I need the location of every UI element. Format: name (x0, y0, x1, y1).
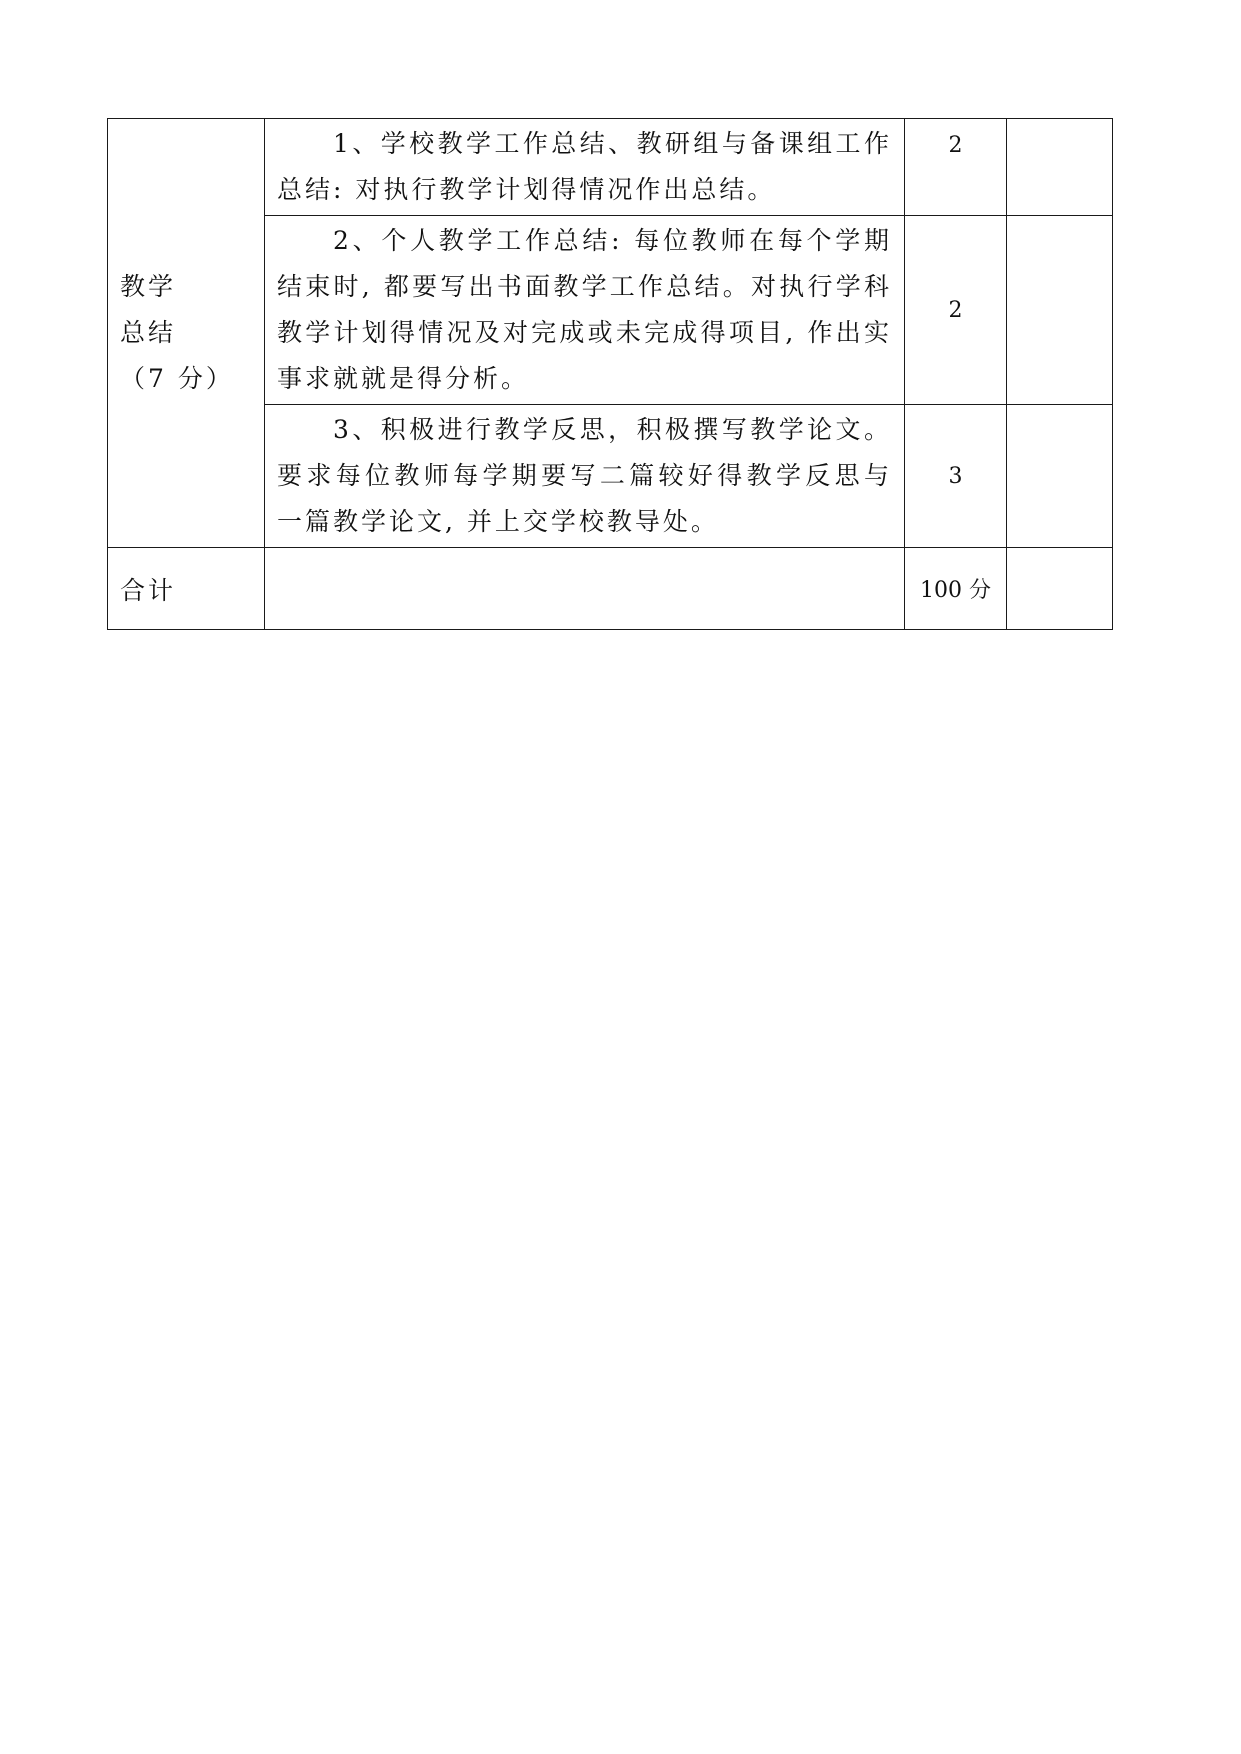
item-score: 2 (905, 119, 1007, 216)
blank-cell (1007, 405, 1113, 548)
category-cell (108, 119, 265, 548)
category-label-line2: 总结 (120, 318, 177, 347)
item-score: 3 (905, 405, 1007, 548)
table-row (108, 119, 1113, 216)
item-score: 2 (905, 216, 1007, 405)
item-content: 3、积极进行教学反思，积极撰写教学论文。要求每位教师每学期要写二篇较好得教学反思与一篇教学论文, 并上交学校教导处。 (265, 405, 905, 548)
blank-cell (1007, 119, 1113, 216)
total-score: 100 分 (905, 548, 1007, 630)
blank-cell (265, 548, 905, 630)
evaluation-table (107, 118, 1113, 630)
category-label-line1: 教学 (120, 272, 177, 301)
item-content: 2、个人教学工作总结: 每位教师在每个学期结束时, 都要写出书面教学工作总结。对执行学科教学计划得情况及对完成或未完成得项目, 作出实事求就就是得分析。 (265, 216, 905, 405)
total-label: 合计 (108, 548, 265, 630)
category-points: （7 分） (120, 364, 234, 393)
total-row (108, 548, 1113, 630)
blank-cell (1007, 216, 1113, 405)
blank-cell (1007, 548, 1113, 630)
item-content: 1、学校教学工作总结、教研组与备课组工作总结: 对执行教学计划得情况作出总结。 (265, 119, 905, 216)
